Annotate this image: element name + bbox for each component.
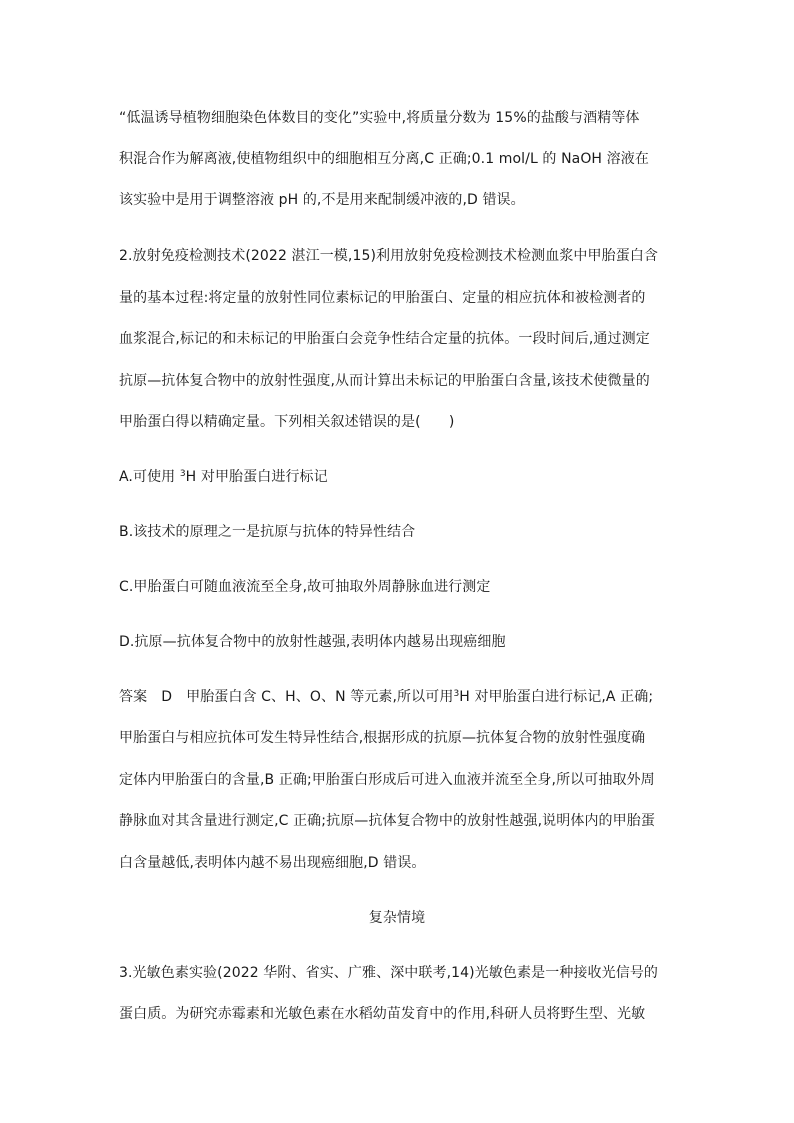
intro-line-2: 积混合作为解离液,使植物组织中的细胞相互分离,C 正确;0.1 mol/L 的 NaOH 溶液在	[119, 151, 649, 167]
q2-stem-line-1: 2.放射免疫检测技术(2022 湛江一模,15)利用放射免疫检测技术检测血浆中甲胎蛋白含	[119, 248, 659, 264]
intro-line-3: 该实验中是用于调整溶液 pH 的,不是用来配制缓冲液的,D 错误。	[119, 192, 525, 208]
q2-answer-line-3: 定体内甲胎蛋白的含量,B 正确;甲胎蛋白形成后可进入血液并流至全身,所以可抽取外周	[119, 772, 655, 788]
q2-option-c: C.甲胎蛋白可随血液流至全身,故可抽取外周静脉血进行测定	[119, 579, 491, 595]
q2-option-a-post: H 对甲胎蛋白进行标记	[185, 469, 328, 485]
q2-answer-line-2: 甲胎蛋白与相应抗体可发生特异性结合,根据形成的抗原—抗体复合物的放射性强度确	[119, 730, 646, 746]
q2-option-a	[119, 467, 679, 487]
answer-explanation-post: H 对甲胎蛋白进行标记,A 正确;	[459, 689, 654, 705]
answer-label: 答案	[119, 689, 148, 705]
q2-stem-line-3: 血浆混合,标记的和未标记的甲胎蛋白会竞争性结合定量的抗体。一段时间后,通过测定	[119, 331, 650, 347]
answer-choice: D	[161, 689, 173, 705]
answer-explanation-superscript: 3	[453, 689, 460, 699]
q2-answer-line-5: 白含量越低,表明体内越不易出现癌细胞,D 错误。	[119, 855, 426, 871]
q2-answer-line-1	[119, 687, 679, 707]
q2-option-a-superscript: 3	[179, 469, 186, 479]
q2-option-a-pre: A.可使用	[119, 469, 180, 485]
q3-stem-line-1: 3.光敏色素实验(2022 华附、省实、广雅、深中联考,14)光敏色素是一种接收光信号的	[119, 965, 659, 981]
q2-stem-line-4: 抗原—抗体复合物中的放射性强度,从而计算出未标记的甲胎蛋白含量,该技术使微量的	[119, 373, 650, 389]
q2-stem-line-5: 甲胎蛋白得以精确定量。下列相关叙述错误的是( )	[119, 414, 455, 430]
answer-explanation-pre: 甲胎蛋白含 C、H、O、N 等元素,所以可用	[186, 689, 454, 705]
intro-line-1: “低温诱导植物细胞染色体数目的变化”实验中,将质量分数为 15%的盐酸与酒精等体	[119, 110, 640, 126]
q2-option-d: D.抗原—抗体复合物中的放射性越强,表明体内越易出现癌细胞	[119, 634, 506, 650]
q2-option-b: B.该技术的原理之一是抗原与抗体的特异性结合	[119, 524, 416, 540]
q2-answer-line-4: 静脉血对其含量进行测定,C 正确;抗原—抗体复合物中的放射性越强,说明体内的甲胎蛋	[119, 813, 655, 829]
q2-stem-line-2: 量的基本过程:将定量的放射性同位素标记的甲胎蛋白、定量的相应抗体和被检测者的	[119, 290, 646, 306]
section-heading: 复杂情境	[368, 910, 426, 926]
q3-stem-line-2: 蛋白质。为研究赤霉素和光敏色素在水稻幼苗发育中的作用,科研人员将野生型、光敏	[119, 1006, 646, 1022]
